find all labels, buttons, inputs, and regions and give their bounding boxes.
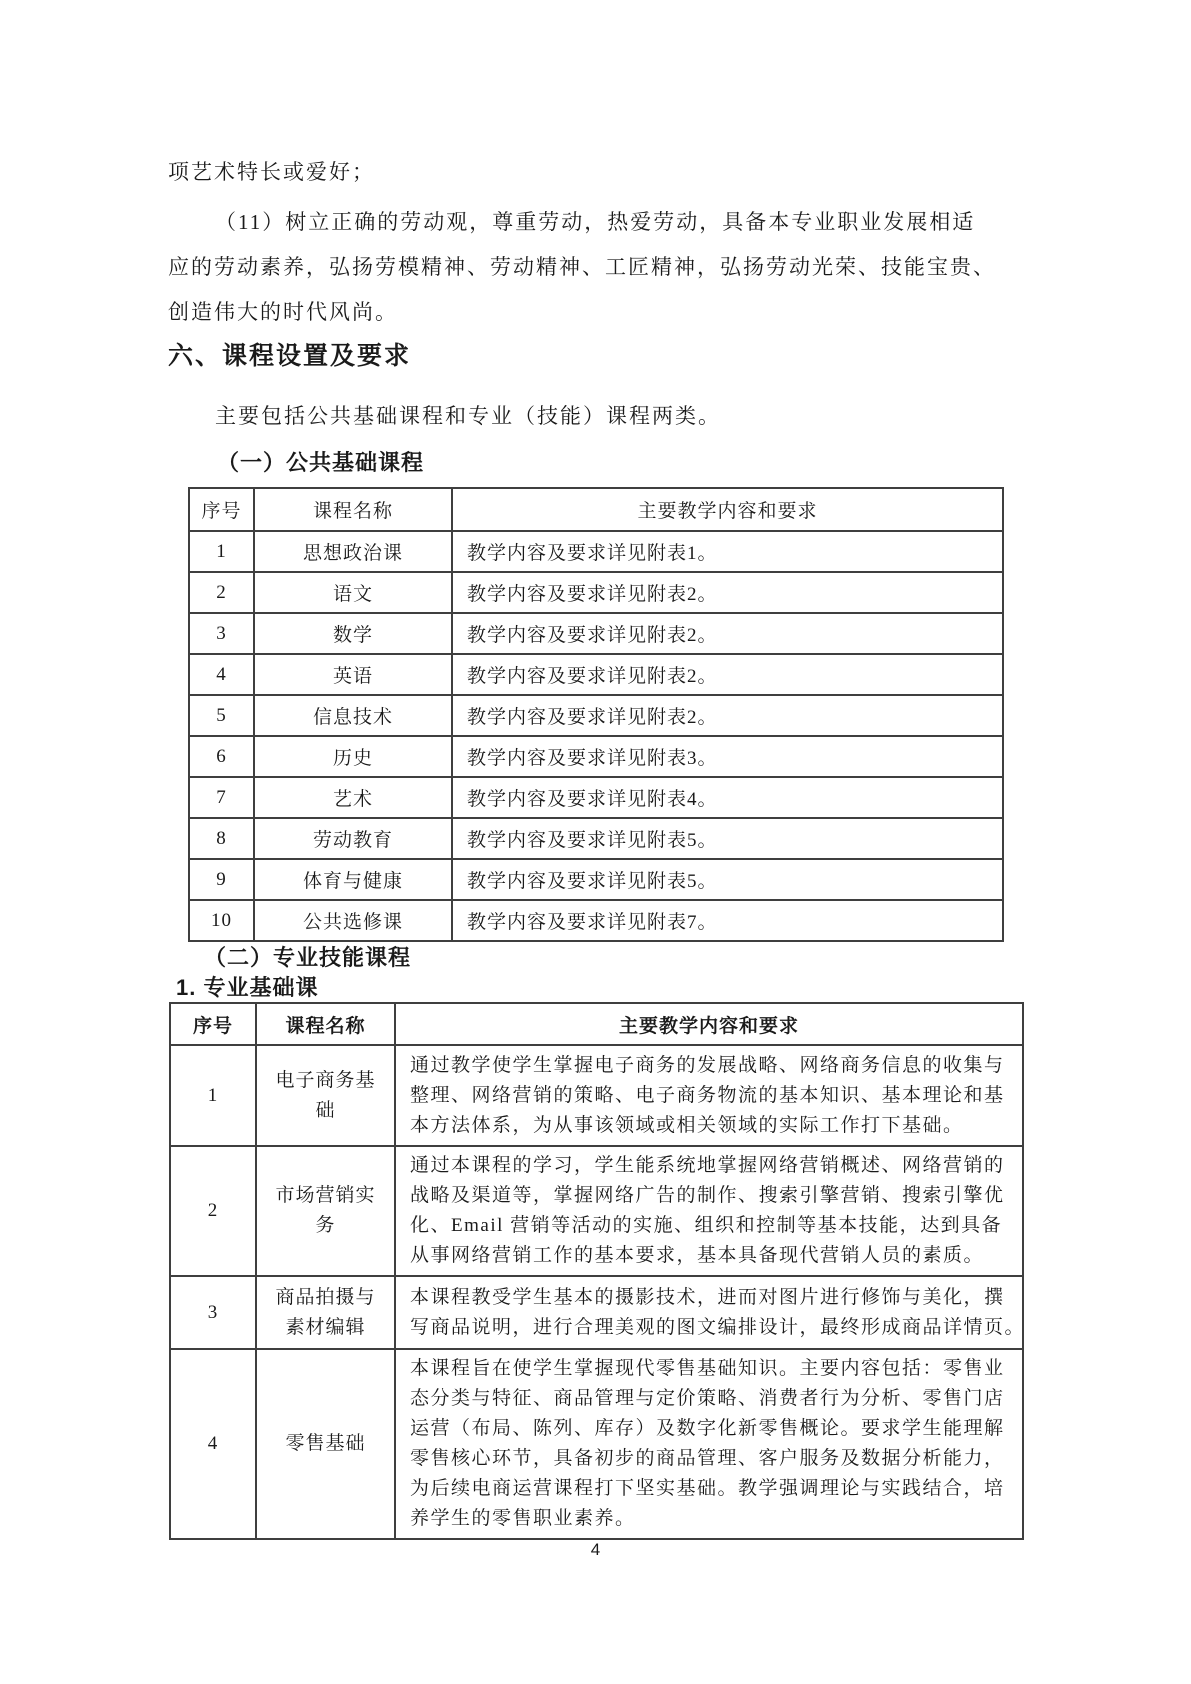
course-name-line: 市场营销实 (275, 1185, 376, 1206)
subsection-heading-professional-skill: （二）专业技能课程 (204, 945, 412, 970)
content-line: 为后续电商运营课程打下坚实基础。教学强调理论与实践结合，培 (410, 1478, 1005, 1499)
row-no: 2 (189, 572, 254, 613)
course-content: 教学内容及要求详见附表3。 (452, 736, 1003, 777)
table-row (189, 613, 1003, 654)
row-no: 2 (170, 1146, 256, 1276)
course-content: 教学内容及要求详见附表5。 (452, 818, 1003, 859)
col-header-course-name: 课程名称 (254, 488, 452, 531)
course-name: 数学 (254, 613, 452, 654)
course-content: 教学内容及要求详见附表2。 (452, 613, 1003, 654)
col-header-no: 序号 (170, 1003, 256, 1045)
content-line: 本课程教受学生基本的摄影技术，进而对图片进行修饰与美化，撰 (410, 1286, 1005, 1308)
course-name-line: 零售基础 (285, 1433, 366, 1454)
section-lead: 主要包括公共基础课程和专业（技能）课程两类。 (215, 404, 721, 428)
row-no: 1 (170, 1045, 256, 1146)
content-line: 养学生的零售职业素养。 (410, 1508, 636, 1529)
page-number: 4 (590, 1540, 601, 1559)
table-row (189, 572, 1003, 613)
professional-basic-courses-table (169, 1002, 1024, 1540)
course-name-line: 素材编辑 (285, 1316, 366, 1338)
course-name (256, 1276, 395, 1349)
content-line: 从事网络营销工作的基本要求，基本具备现代营销人员的素质。 (410, 1245, 985, 1266)
table-header-row (189, 488, 1003, 531)
content-line: 化、Email 营销等活动的实施、组织和控制等基本技能，达到具备 (410, 1215, 1003, 1236)
content-line: 态分类与特征、商品管理与定价策略、消费者行为分析、零售门店 (410, 1388, 1005, 1409)
row-no: 1 (189, 531, 254, 572)
course-content (395, 1276, 1026, 1349)
row-no: 10 (189, 900, 254, 941)
section-heading: 六、课程设置及要求 (168, 342, 412, 370)
table-row (189, 818, 1003, 859)
course-name (256, 1349, 395, 1539)
row-no: 4 (189, 654, 254, 695)
course-content: 教学内容及要求详见附表7。 (452, 900, 1003, 941)
course-content: 教学内容及要求详见附表2。 (452, 695, 1003, 736)
content-line: 本方法体系，为从事该领域或相关领域的实际工作打下基础。 (410, 1114, 964, 1136)
content-line: 运营（布局、陈列、库存）及数字化新零售概论。要求学生能理解 (410, 1418, 1005, 1439)
intro-line: 项艺术特长或爱好； (168, 160, 375, 184)
course-content: 教学内容及要求详见附表1。 (452, 531, 1003, 572)
content-line: 战略及渠道等，掌握网络广告的制作、搜索引擎营销、搜索引擎优 (410, 1185, 1005, 1206)
col-header-course-name: 课程名称 (256, 1003, 395, 1045)
row-no: 7 (189, 777, 254, 818)
row-no: 3 (189, 613, 254, 654)
row-no: 4 (170, 1349, 256, 1539)
subsection-heading-professional-basic: 1. 专业基础课 (176, 975, 319, 1000)
course-name-line: 商品拍摄与 (275, 1286, 376, 1308)
row-no: 5 (189, 695, 254, 736)
table-row (170, 1045, 1023, 1146)
course-name (256, 1045, 395, 1146)
intro-paragraph (168, 150, 1048, 335)
table-row (170, 1276, 1023, 1349)
content-line: 零售核心环节，具备初步的商品管理、客户服务及数据分析能力， (410, 1448, 1005, 1469)
course-content (395, 1349, 1023, 1539)
table-row (189, 531, 1003, 572)
course-name: 语文 (254, 572, 452, 613)
course-name: 英语 (254, 654, 452, 695)
course-name-line: 电子商务基 (275, 1069, 376, 1091)
public-basic-courses-table (188, 487, 1004, 942)
intro-line: 应的劳动素养，弘扬劳模精神、劳动精神、工匠精神，弘扬劳动光荣、技能宝贵、 (168, 255, 996, 279)
course-name (256, 1146, 395, 1276)
course-name-line: 础 (315, 1099, 336, 1121)
table-row (189, 900, 1003, 941)
content-line: 写商品说明，进行合理美观的图文编排设计，最终形成商品详情页。 (410, 1316, 1026, 1338)
course-name: 艺术 (254, 777, 452, 818)
content-line: 通过本课程的学习，学生能系统地掌握网络营销概述、网络营销的 (410, 1155, 1005, 1176)
course-name-line: 务 (315, 1215, 336, 1236)
intro-line: （11）树立正确的劳动观，尊重劳动，热爱劳动，具备本专业职业发展相适 (215, 210, 976, 234)
table-row (189, 736, 1003, 777)
subsection-heading-public-basic: （一）公共基础课程 (217, 450, 425, 475)
intro-line: 创造伟大的时代风尚。 (168, 300, 398, 324)
content-line: 通过教学使学生掌握电子商务的发展战略、网络商务信息的收集与 (410, 1054, 1005, 1076)
col-header-content: 主要教学内容和要求 (452, 488, 1003, 531)
course-content (395, 1146, 1023, 1276)
course-content (395, 1045, 1023, 1146)
row-no: 9 (189, 859, 254, 900)
row-no: 3 (170, 1276, 256, 1349)
course-content: 教学内容及要求详见附表2。 (452, 572, 1003, 613)
course-name: 公共选修课 (254, 900, 452, 941)
row-no: 8 (189, 818, 254, 859)
content-line: 整理、网络营销的策略、电子商务物流的基本知识、基本理论和基 (410, 1084, 1005, 1106)
row-no: 6 (189, 736, 254, 777)
table-row (189, 859, 1003, 900)
content-line: 本课程旨在使学生掌握现代零售基础知识。主要内容包括：零售业 (410, 1358, 1005, 1379)
course-name: 劳动教育 (254, 818, 452, 859)
col-header-no: 序号 (189, 488, 254, 531)
table-row (170, 1146, 1023, 1276)
course-name: 思想政治课 (254, 531, 452, 572)
table-header-row (170, 1003, 1023, 1045)
course-content: 教学内容及要求详见附表2。 (452, 654, 1003, 695)
course-content: 教学内容及要求详见附表5。 (452, 859, 1003, 900)
table-row (170, 1349, 1023, 1539)
course-content: 教学内容及要求详见附表4。 (452, 777, 1003, 818)
col-header-content: 主要教学内容和要求 (395, 1003, 1023, 1045)
course-name: 信息技术 (254, 695, 452, 736)
table-row (189, 695, 1003, 736)
course-name: 体育与健康 (254, 859, 452, 900)
course-name: 历史 (254, 736, 452, 777)
table-row (189, 654, 1003, 695)
table-row (189, 777, 1003, 818)
